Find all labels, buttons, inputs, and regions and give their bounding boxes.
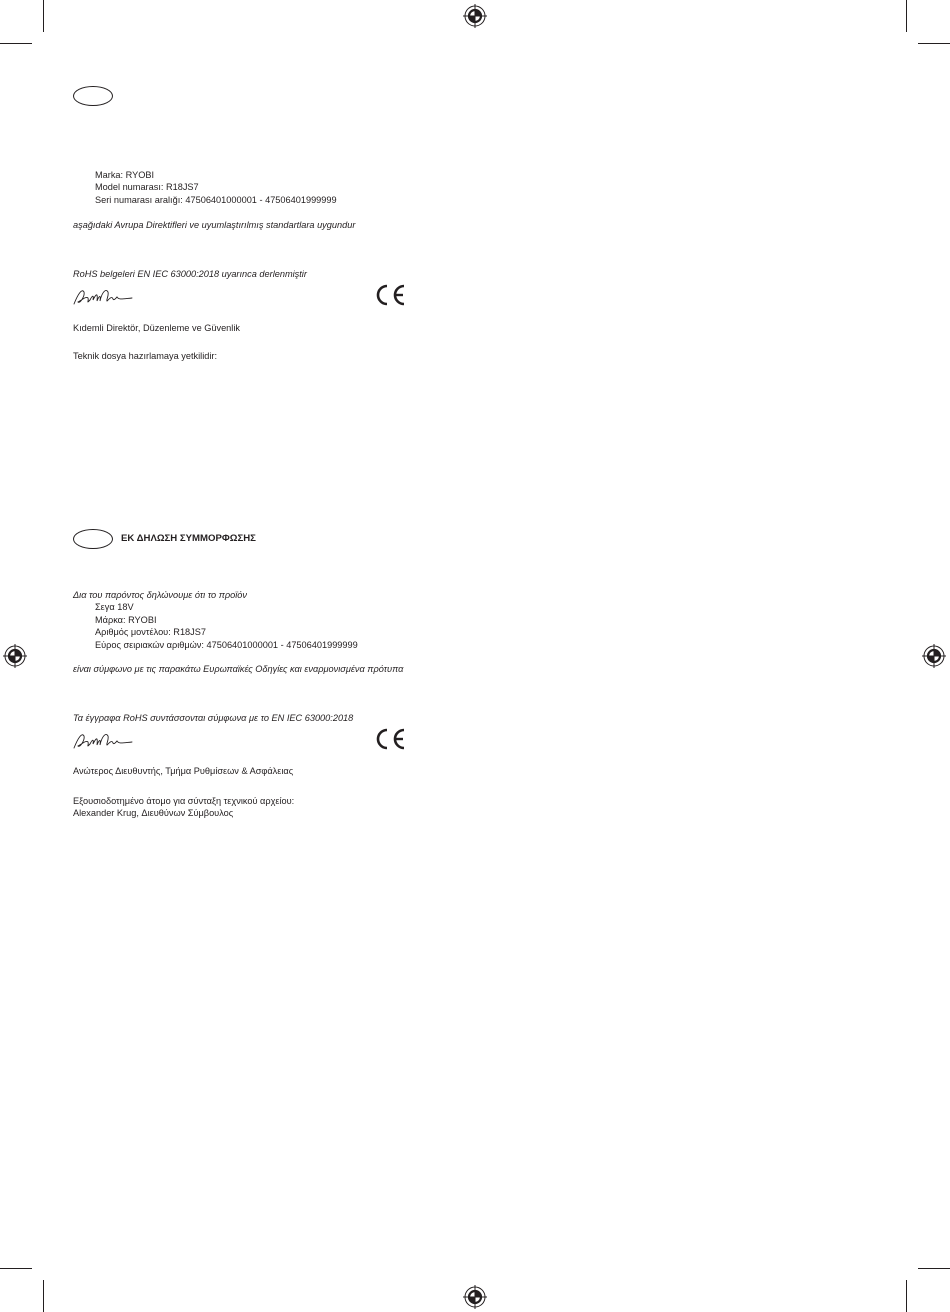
el-product-line: Σεγα 18V [95,602,134,612]
tr-rohs-text: RoHS belgeleri EN IEC 63000:2018 uyarınca derlenmiştir [73,269,307,279]
language-oval-icon [73,529,113,549]
tr-model-line: Model numarası: R18JS7 [95,182,199,192]
signature-icon [72,730,134,752]
ce-mark-icon [372,727,406,751]
el-tech-file-person: Alexander Krug, Διευθύνων Σύμβουλος [73,808,234,818]
crop-mark [918,1268,950,1269]
registration-mark-icon [3,644,27,668]
el-tech-file-text: Εξουσιοδοτημένο άτομο για σύνταξη τεχνικού αρχείου: [73,796,295,806]
el-serial-line: Εύρος σειριακών αριθμών: 47506401000001 - 47506401999999 [95,640,358,650]
el-model-line: Αριθμός μοντέλου: R18JS7 [95,627,206,637]
tr-signer-title: Kıdemli Direktör, Düzenleme ve Güvenlik [73,323,240,333]
el-intro: Δια του παρόντος δηλώνουμε ότι το προϊόν [73,590,247,600]
el-signer-title: Ανώτερος Διευθυντής, Τμήμα Ρυθμίσεων & Ασφάλειας [73,766,294,776]
crop-mark [43,1280,44,1312]
crop-mark [0,43,32,44]
registration-mark-icon [463,1285,487,1309]
crop-mark [906,1280,907,1312]
crop-mark [906,0,907,32]
tr-tech-file-text: Teknik dosya hazırlamaya yetkilidir: [73,351,217,361]
tr-brand-line: Marka: RYOBI [95,170,155,180]
signature-icon [72,286,134,308]
registration-mark-icon [463,4,487,28]
crop-mark [0,1268,32,1269]
el-heading: ΕΚ ΔΗΛΩΣΗ ΣΥΜΜΟΡΦΩΣΗΣ [121,533,256,544]
tr-serial-line: Seri numarası aralığı: 47506401000001 - 47506401999999 [95,195,337,205]
registration-mark-icon [922,644,946,668]
el-brand-line: Μάρκα: RYOBI [95,615,157,625]
crop-mark [918,43,950,44]
ce-mark-icon [372,283,406,307]
crop-mark [43,0,44,32]
el-directives-text: είναι σύμφωνο με τις παρακάτω Ευρωπαϊκές Οδηγίες και εναρμονισμένα πρότυπα [73,664,404,674]
el-rohs-text: Τα έγγραφα RoHS συντάσσονται σύμφωνα με το EN IEC 63000:2018 [73,713,354,723]
tr-directives-text: aşağıdaki Avrupa Direktifleri ve uyumlaştırılmış standartlara uygundur [73,220,356,230]
language-oval-icon [73,86,113,106]
